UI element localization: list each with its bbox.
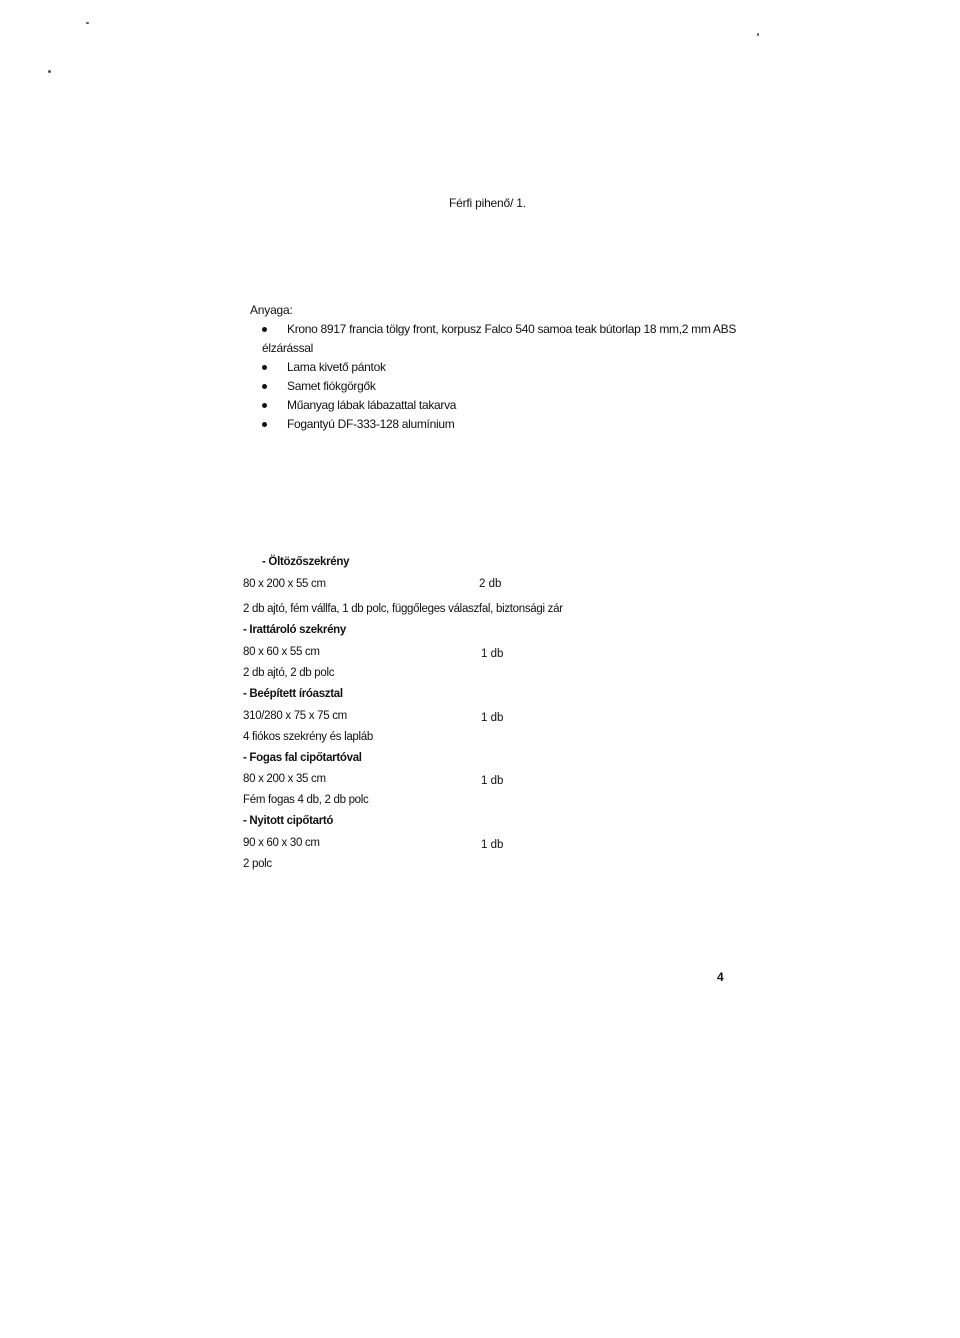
item-quantity: 1 db: [481, 775, 504, 787]
material-text: Műanyag lábak lábazattal takarva: [287, 398, 457, 412]
item-dimensions: 90 x 60 x 30 cm: [243, 837, 320, 849]
item-dimensions: 80 x 200 x 55 cm: [243, 578, 326, 590]
item-name: - Beépített íróasztal: [243, 688, 343, 700]
item-description: 2 polc: [243, 858, 272, 870]
item-quantity: 1 db: [481, 839, 504, 851]
material-item: [262, 377, 752, 396]
item-name: - Öltözőszekrény: [262, 556, 350, 568]
item-quantity: 1 db: [481, 648, 504, 660]
item-name: - Nyitott cipőtartó: [243, 815, 334, 827]
item-dimensions: 80 x 200 x 35 cm: [243, 773, 326, 785]
material-text: Samet fiókgörgők: [287, 379, 376, 393]
material-item: [262, 396, 752, 415]
item-quantity: 1 db: [481, 712, 504, 724]
page-number: 4: [717, 970, 724, 984]
material-text: Fogantyú DF-333-128 alumínium: [287, 417, 455, 431]
item-description: 2 db ajtó, fém vállfa, 1 db polc, függőleges válaszfal, biztonsági zár: [243, 603, 563, 615]
material-text: Krono 8917 francia tölgy front, korpusz Falco 540 samoa teak bútorlap 18 mm,2 mm ABS: [287, 322, 737, 336]
material-item: [262, 320, 752, 358]
page-title: Férfi pihenő/ 1.: [449, 196, 526, 210]
bullet-icon: [262, 422, 267, 427]
bullet-icon: [262, 384, 267, 389]
scan-speck: [48, 70, 51, 73]
item-description: 2 db ajtó, 2 db polc: [243, 667, 335, 679]
bullet-icon: [262, 365, 267, 370]
material-text: Lama kivető pántok: [287, 360, 386, 374]
material-item: [262, 415, 752, 434]
scan-speck: [757, 33, 759, 36]
material-item: [262, 358, 752, 377]
item-dimensions: 80 x 60 x 55 cm: [243, 646, 320, 658]
bullet-icon: [262, 327, 267, 332]
item-quantity: 2 db: [479, 578, 502, 590]
scan-speck: [86, 22, 89, 24]
materials-list: [262, 320, 752, 434]
item-name: - Fogas fal cipőtartóval: [243, 752, 362, 764]
material-text-continued: élzárással: [262, 341, 314, 355]
materials-label: Anyaga:: [250, 303, 293, 317]
item-dimensions: 310/280 x 75 x 75 cm: [243, 710, 347, 722]
item-description: Fém fogas 4 db, 2 db polc: [243, 794, 369, 806]
item-description: 4 fiókos szekrény és lapláb: [243, 731, 373, 743]
bullet-icon: [262, 403, 267, 408]
item-name: - Irattároló szekrény: [243, 624, 346, 636]
